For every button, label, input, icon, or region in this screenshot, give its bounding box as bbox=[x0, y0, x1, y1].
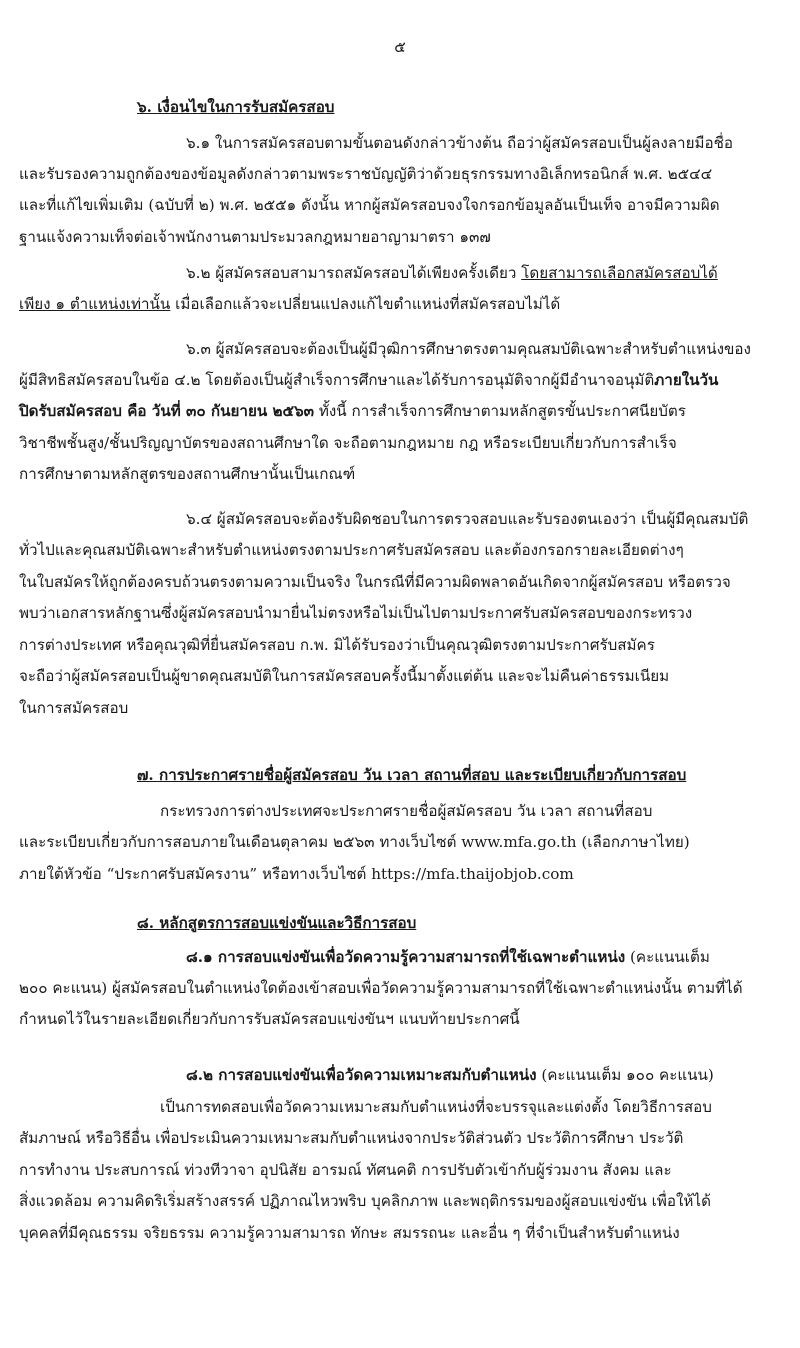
text-run: ผู้มีสิทธิสมัครสอบในข้อ ๔.๒ โดยต้องเป็นผู้สำเร็จการศึกษาและได้รับการอนุมัติจากผู้มีอำนาจอนุมัติ bbox=[19, 371, 655, 389]
section-7-heading: ๗. การประกาศรายชื่อผู้สมัครสอบ วัน เวลา สถานที่สอบ และระเบียบเกี่ยวกับการสอบ bbox=[137, 766, 687, 784]
bold-text: ๘.๑ การสอบแข่งขันเพื่อวัดความรู้ความสามารถที่ใช้เฉพาะตำแหน่ง bbox=[186, 948, 626, 966]
bold-text: ภายในวัน bbox=[654, 371, 719, 389]
paragraph-line bbox=[19, 295, 560, 313]
paragraph-line bbox=[186, 948, 710, 966]
text-run: (คะแนนเต็ม ๑๐๐ คะแนน) bbox=[536, 1066, 714, 1084]
paragraph-line: กำหนดไว้ในรายละเอียดเกี่ยวกับการรับสมัครสอบแข่งขันฯ แนบท้ายประกาศนี้ bbox=[19, 1010, 520, 1028]
paragraph-line: กระทรวงการต่างประเทศจะประกาศรายชื่อผู้สมัครสอบ วัน เวลา สถานที่สอบ bbox=[160, 802, 653, 820]
paragraph-line: เป็นการทดสอบเพื่อวัดความเหมาะสมกับตำแหน่งที่จะบรรจุและแต่งตั้ง โดยวิธีการสอบ bbox=[160, 1098, 712, 1116]
paragraph-line: วิชาชีพชั้นสูง/ชั้นปริญญาบัตรของสถานศึกษาใด จะถือตามกฎหมาย กฎ หรือระเบียบเกี่ยวกับการสำเร็จ bbox=[19, 434, 677, 452]
paragraph-line: การทำงาน ประสบการณ์ ท่วงทีวาจา อุปนิสัย อารมณ์ ทัศนคติ การปรับตัวเข้ากับผู้ร่วมงาน สังคม และ bbox=[19, 1161, 672, 1179]
paragraph-line: และที่แก้ไขเพิ่มเติม (ฉบับที่ ๒) พ.ศ. ๒๕๕๑ ดังนั้น หากผู้สมัครสอบจงใจกรอกข้อมูลอันเป็นเท็จ อาจมีความผิด bbox=[19, 196, 720, 214]
paragraph-line: ภายใต้หัวข้อ “ประกาศรับสมัครงาน” หรือทางเว็บไซต์ https://mfa.thaijobjob.com bbox=[19, 865, 574, 883]
paragraph-line bbox=[19, 371, 718, 389]
paragraph-line: และรับรองความถูกต้องของข้อมูลดังกล่าวตามพระราชบัญญัติว่าด้วยธุรกรรมทางอิเล็กทรอนิกส์ พ.ศ. ๒๕๔๔ bbox=[19, 165, 713, 183]
bold-text: ๘.๒ การสอบแข่งขันเพื่อวัดความเหมาะสมกับตำแหน่ง bbox=[186, 1066, 537, 1084]
paragraph-line: สัมภาษณ์ หรือวิธีอื่น เพื่อประเมินความเหมาะสมกับตำแหน่งจากประวัติส่วนตัว ประวัติการศึกษา ประวัติ bbox=[19, 1129, 684, 1147]
text-run: เมื่อเลือกแล้วจะเปลี่ยนแปลงแก้ไขตำแหน่งที่สมัครสอบไม่ได้ bbox=[170, 295, 561, 313]
paragraph-line: ๖.๓ ผู้สมัครสอบจะต้องเป็นผู้มีวุฒิการศึกษาตรงตามคุณสมบัติเฉพาะสำหรับตำแหน่งของ bbox=[186, 340, 751, 358]
paragraph-line: พบว่าเอกสารหลักฐานซึ่งผู้สมัครสอบนำมายื่นไม่ตรงหรือไม่เป็นไปตามประกาศรับสมัครสอบของกระทรวง bbox=[19, 604, 693, 622]
paragraph-line: สิ่งแวดล้อม ความคิดริเริ่มสร้างสรรค์ ปฏิภาณไหวพริบ บุคลิกภาพ และพฤติกรรมของผู้สอบแข่งขัน เพื่อให้ได้ bbox=[19, 1192, 711, 1210]
page-number: ๕ bbox=[394, 38, 406, 56]
section-8-heading: ๘. หลักสูตรการสอบแข่งขันและวิธีการสอบ bbox=[137, 914, 417, 932]
paragraph-line: ในใบสมัครให้ถูกต้องครบถ้วนตรงตามความเป็นจริง ในกรณีที่มีความผิดพลาดอันเกิดจากผู้สมัครสอบ หรือตรวจ bbox=[19, 573, 731, 591]
underlined-text: เพียง ๑ ตำแหน่งเท่านั้น bbox=[19, 295, 171, 313]
paragraph-line bbox=[186, 1066, 714, 1084]
paragraph-line: ๖.๔ ผู้สมัครสอบจะต้องรับผิดชอบในการตรวจสอบและรับรองตนเองว่า เป็นผู้มีคุณสมบัติ bbox=[186, 510, 749, 528]
paragraph-line bbox=[186, 264, 718, 282]
text-run: ทั้งนี้ การสำเร็จการศึกษาตามหลักสูตรขั้นประกาศนียบัตร bbox=[314, 402, 686, 420]
paragraph-line: จะถือว่าผู้สมัครสอบเป็นผู้ขาดคุณสมบัติในการสมัครสอบครั้งนี้มาตั้งแต่ต้น และจะไม่คืนค่าธรรมเนียม bbox=[19, 667, 670, 685]
paragraph-line: ฐานแจ้งความเท็จต่อเจ้าพนักงานตามประมวลกฎหมายอาญามาตรา ๑๓๗ bbox=[19, 228, 491, 246]
section-6-heading: ๖. เงื่อนไขในการรับสมัครสอบ bbox=[137, 98, 335, 116]
underlined-text: โดยสามารถเลือกสมัครสอบได้ bbox=[521, 264, 718, 282]
paragraph-line bbox=[19, 402, 686, 420]
paragraph-line: การศึกษาตามหลักสูตรของสถานศึกษานั้นเป็นเกณฑ์ bbox=[19, 465, 356, 483]
paragraph-line: ๒๐๐ คะแนน) ผู้สมัครสอบในตำแหน่งใดต้องเข้าสอบเพื่อวัดความรู้ความสามารถที่ใช้เฉพาะตำแหน่งนั้น ตามที่ได้ bbox=[19, 979, 743, 997]
paragraph-line: และระเบียบเกี่ยวกับการสอบภายในเดือนตุลาคม ๒๕๖๓ ทางเว็บไซต์ www.mfa.go.th (เลือกภาษาไทย) bbox=[19, 833, 690, 851]
paragraph-line: ทั่วไปและคุณสมบัติเฉพาะสำหรับตำแหน่งตรงตามประกาศรับสมัครสอบ และต้องกรอกรายละเอียดต่างๆ bbox=[19, 541, 684, 559]
bold-text: ปิดรับสมัครสอบ คือ วันที่ ๓๐ กันยายน ๒๕๖๓ bbox=[19, 402, 315, 420]
text-run: ๖.๒ ผู้สมัครสอบสามารถสมัครสอบได้เพียงครั้งเดียว bbox=[186, 264, 522, 282]
paragraph-line: บุคคลที่มีคุณธรรม จริยธรรม ความรู้ความสามารถ ทักษะ สมรรถนะ และอื่น ๆ ที่จำเป็นสำหรับตำแหน่ง bbox=[19, 1224, 680, 1242]
text-run: (คะแนนเต็ม bbox=[625, 948, 710, 966]
paragraph-line: ๖.๑ ในการสมัครสอบตามขั้นตอนดังกล่าวข้างต้น ถือว่าผู้สมัครสอบเป็นผู้ลงลายมือชื่อ bbox=[186, 134, 734, 152]
paragraph-line: การต่างประเทศ หรือคุณวุฒิที่ยื่นสมัครสอบ ก.พ. มิได้รับรองว่าเป็นคุณวุฒิตรงตามประกาศรับสมัคร bbox=[19, 636, 655, 654]
paragraph-line: ในการสมัครสอบ bbox=[19, 699, 129, 717]
